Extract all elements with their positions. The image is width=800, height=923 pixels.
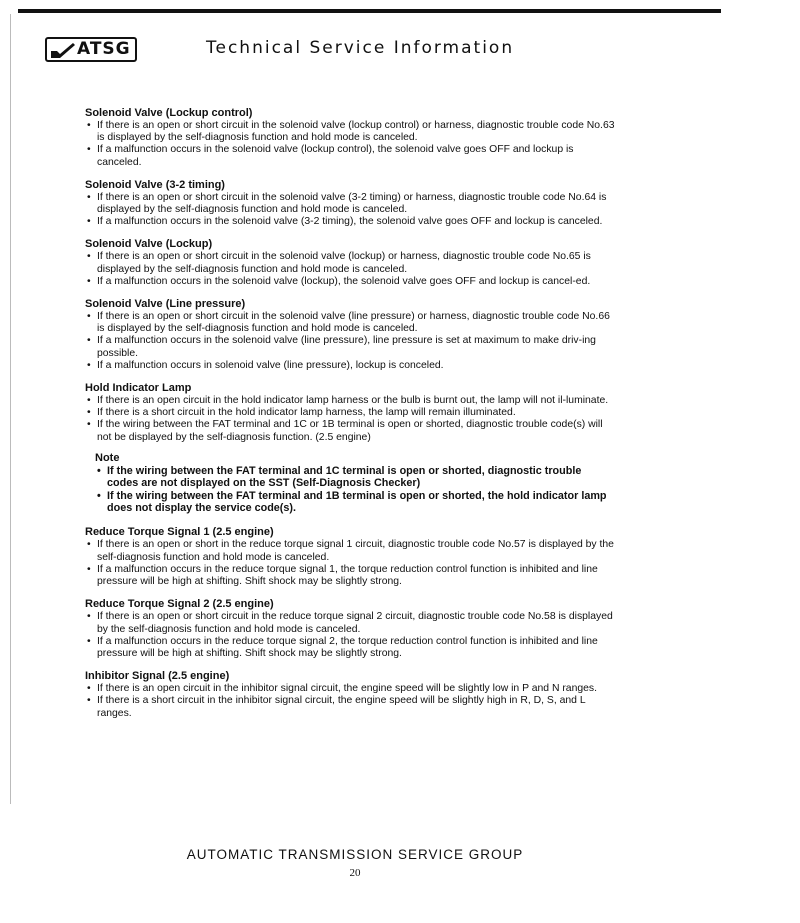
section-heading: Reduce Torque Signal 2 (2.5 engine) <box>85 598 274 611</box>
bullet-item: • If there is an open or short circuit in the solenoid valve (lockup) or harness, diagnostic trouble code No.65 is displayed by the self-diagnosis function and hold mode is canceled. <box>85 251 615 275</box>
note-bullet-item: • If the wiring between the FAT terminal and 1B terminal is open or shorted, the hold indicator lamp does not display the service code(s). <box>95 490 615 515</box>
bullet-list <box>85 539 615 588</box>
note-bullet-item: • If the wiring between the FAT terminal and 1C terminal is open or shorted, diagnostic trouble codes are not displayed on the SST (Self-Diagnosis Checker) <box>95 465 615 490</box>
bullet-item: • If there is an open or short in the reduce torque signal 1 circuit, diagnostic trouble code No.57 is displayed by the self-diagnosis function and hold mode is canceled. <box>85 539 615 563</box>
bullet-list <box>85 192 615 229</box>
section-heading: Solenoid Valve (Lockup) <box>85 238 213 251</box>
note-block <box>95 452 615 515</box>
atsg-logo <box>45 37 137 62</box>
left-margin-rule <box>10 14 11 804</box>
bullet-item: • If a malfunction occurs in the solenoid valve (lockup control), the solenoid valve goes OFF and lockup is canceled. <box>85 144 615 168</box>
page-number: 20 <box>349 867 361 879</box>
bullet-item: • If a malfunction occurs in solenoid valve (line pressure), lockup is conceled. <box>85 360 615 372</box>
bullet-list <box>85 683 615 720</box>
section-inhibitor-signal <box>85 670 615 720</box>
footer-title: AUTOMATIC TRANSMISSION SERVICE GROUP <box>186 847 524 862</box>
section-reduce-torque-signal-2 <box>85 598 615 660</box>
section-heading: Inhibitor Signal (2.5 engine) <box>85 670 230 683</box>
section-solenoid-lockup <box>85 238 615 288</box>
note-heading: Note <box>95 451 120 464</box>
bullet-item: • If there is an open or short circuit in the solenoid valve (3-2 timing) or harness, diagnostic trouble code No.64 is displayed by the self-diagnosis function and hold mode is canceled. <box>85 192 615 216</box>
checkmark-icon <box>51 42 75 58</box>
document-body <box>85 107 615 730</box>
bullet-item: • If there is an open circuit in the hold indicator lamp harness or the bulb is burnt out, the lamp will not il-luminate. <box>85 395 615 407</box>
bullet-item: • If a malfunction occurs in the solenoid valve (3-2 timing), the solenoid valve goes OFF and lockup is canceled. <box>85 216 615 228</box>
bullet-item: • If there is a short circuit in the inhibitor signal circuit, the engine speed will be slightly high in R, D, S, and L ranges. <box>85 695 615 719</box>
bullet-list <box>85 120 615 169</box>
section-solenoid-lockup-control <box>85 107 615 169</box>
section-heading: Solenoid Valve (Lockup control) <box>85 107 253 119</box>
header-rule <box>18 9 721 13</box>
section-heading: Solenoid Valve (Line pressure) <box>85 298 246 311</box>
section-hold-indicator-lamp <box>85 382 615 514</box>
bullet-item: • If there is an open or short circuit in the solenoid valve (lockup control) or harness, diagnostic trouble code No.63 is displayed by the self-diagnosis function and hold mode is canceled. <box>85 120 615 144</box>
page-title: Technical Service Information <box>206 38 515 58</box>
bullet-item: • If a malfunction occurs in the solenoid valve (lockup), the solenoid valve goes OFF and lockup is cancel-ed. <box>85 276 615 288</box>
section-reduce-torque-signal-1 <box>85 526 615 588</box>
section-heading: Solenoid Valve (3-2 timing) <box>85 178 225 191</box>
bullet-list <box>85 395 615 444</box>
bullet-list <box>85 611 615 660</box>
bullet-item: • If there is a short circuit in the hold indicator lamp harness, the lamp will remain illuminated. <box>85 407 615 419</box>
bullet-item: • If the wiring between the FAT terminal and 1C or 1B terminal is open or shorted, diagnostic trouble code(s) will not be displayed by the self-diagnosis function. (2.5 engine) <box>85 419 615 443</box>
bullet-item: • If a malfunction occurs in the reduce torque signal 2, the torque reduction control function is inhibited and line pressure will be high at shifting. Shift shock may be slightly strong. <box>85 636 615 660</box>
section-heading: Hold Indicator Lamp <box>85 382 192 395</box>
section-heading: Reduce Torque Signal 1 (2.5 engine) <box>85 526 274 539</box>
bullet-list <box>85 311 615 372</box>
logo-text: ATSG <box>77 39 131 59</box>
bullet-item: • If a malfunction occurs in the reduce torque signal 1, the torque reduction control function is inhibited and line pressure will be high at shifting. Shift shock may be slightly strong. <box>85 564 615 588</box>
section-solenoid-3-2-timing <box>85 179 615 229</box>
bullet-item: • If there is an open circuit in the inhibitor signal circuit, the engine speed will be slightly low in P and N ranges. <box>85 683 615 695</box>
bullet-item: • If there is an open or short circuit in the solenoid valve (line pressure) or harness, diagnostic trouble code No.66 is displayed by the self-diagnosis function and hold mode is canceled. <box>85 311 615 335</box>
bullet-item: • If there is an open or short circuit in the reduce torque signal 2 circuit, diagnostic trouble code No.58 is displayed by the self-diagnosis function and hold mode is canceled. <box>85 611 615 635</box>
note-bullet-list <box>95 465 615 515</box>
section-solenoid-line-pressure <box>85 298 615 372</box>
bullet-list <box>85 251 615 288</box>
bullet-item: • If a malfunction occurs in the solenoid valve (line pressure), line pressure is set at maximum to make driv-ing possible. <box>85 335 615 359</box>
